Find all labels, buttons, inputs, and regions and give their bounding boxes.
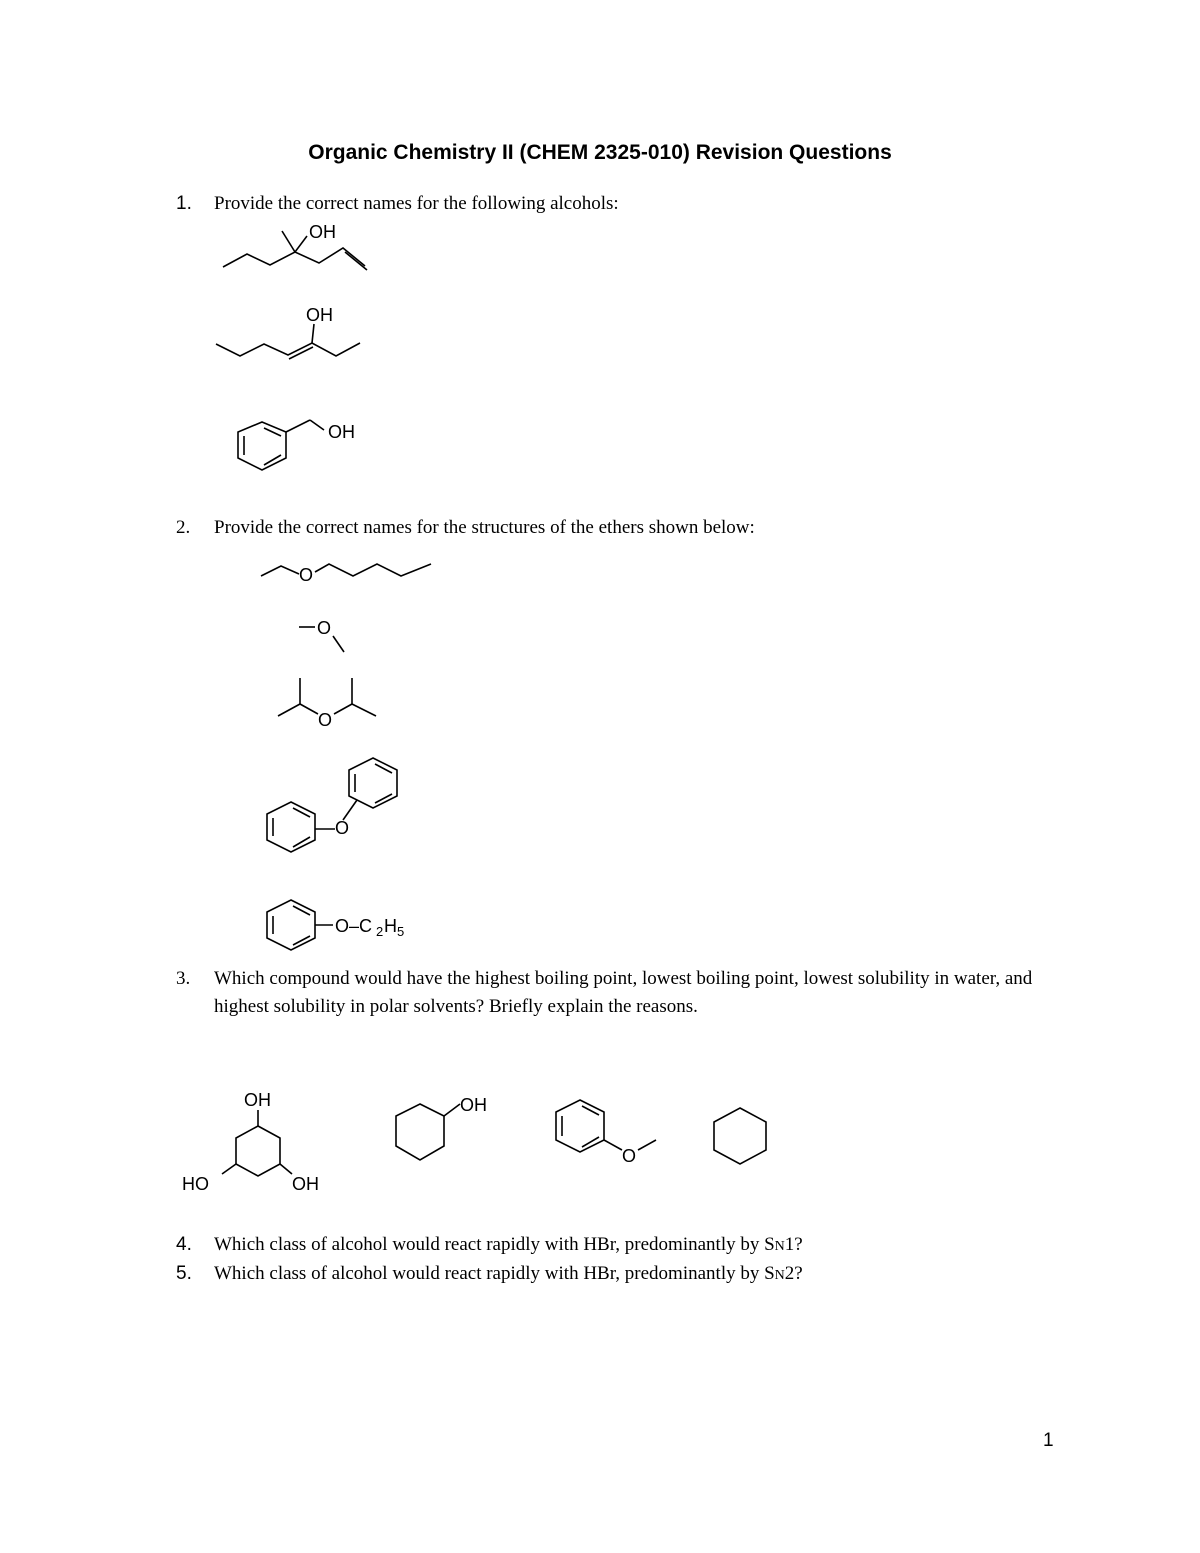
question-number: 2. <box>176 517 191 538</box>
triol-structure <box>178 1088 338 1198</box>
question-number: 4. <box>176 1234 192 1255</box>
alcohol-structure-2 <box>210 300 390 370</box>
o-label: O <box>622 1146 637 1166</box>
ether-structure-2 <box>295 612 365 662</box>
oh-label: OH <box>328 422 355 442</box>
question-number: 1. <box>176 193 192 214</box>
page-number: 1 <box>1043 1430 1054 1451</box>
cyclohexanol-structure <box>390 1090 500 1170</box>
oh-label: OH <box>309 222 336 242</box>
question-text: Which compound would have the highest boiling point, lowest boiling point, lowest solubility in water, and highest solubility in polar solvents? Briefly explain the reasons. <box>214 968 1033 1017</box>
o-label: O–C <box>335 916 373 936</box>
oh-label: OH <box>292 1174 319 1194</box>
question-text: Which class of alcohol would react rapidly with HBr, predominantly by SN1? <box>214 1234 803 1255</box>
o-label: O <box>317 618 332 638</box>
question-text: Which class of alcohol would react rapidly with HBr, predominantly by SN2? <box>214 1263 803 1284</box>
alcohol-structure-3 <box>228 412 378 482</box>
question-text: Provide the correct names for the following alcohols: <box>214 193 619 214</box>
oh-label: OH <box>244 1090 271 1110</box>
subscript-2: 2 <box>376 924 384 939</box>
ether-structure-1 <box>255 552 445 592</box>
ether-structure-4 <box>255 752 415 862</box>
question-number: 3. <box>176 968 191 989</box>
question-text: Provide the correct names for the structures of the ethers shown below: <box>214 517 755 538</box>
subscript-5: 5 <box>397 924 405 939</box>
alcohol-structure-1 <box>215 218 395 278</box>
oh-label: OH <box>460 1095 487 1115</box>
oh-label: OH <box>306 305 333 325</box>
o-label: O <box>299 565 314 585</box>
anisole-structure <box>550 1094 670 1174</box>
ether-structure-3 <box>272 674 392 734</box>
question-number: 5. <box>176 1263 192 1284</box>
ho-label: HO <box>182 1174 209 1194</box>
page-title: Organic Chemistry II (CHEM 2325-010) Revision Questions <box>308 141 892 164</box>
ether-structure-5 <box>255 894 435 964</box>
o-label: O <box>335 818 350 838</box>
o-label: O <box>318 710 333 730</box>
cyclohexane-structure <box>708 1100 778 1170</box>
h-label: H <box>384 916 397 936</box>
